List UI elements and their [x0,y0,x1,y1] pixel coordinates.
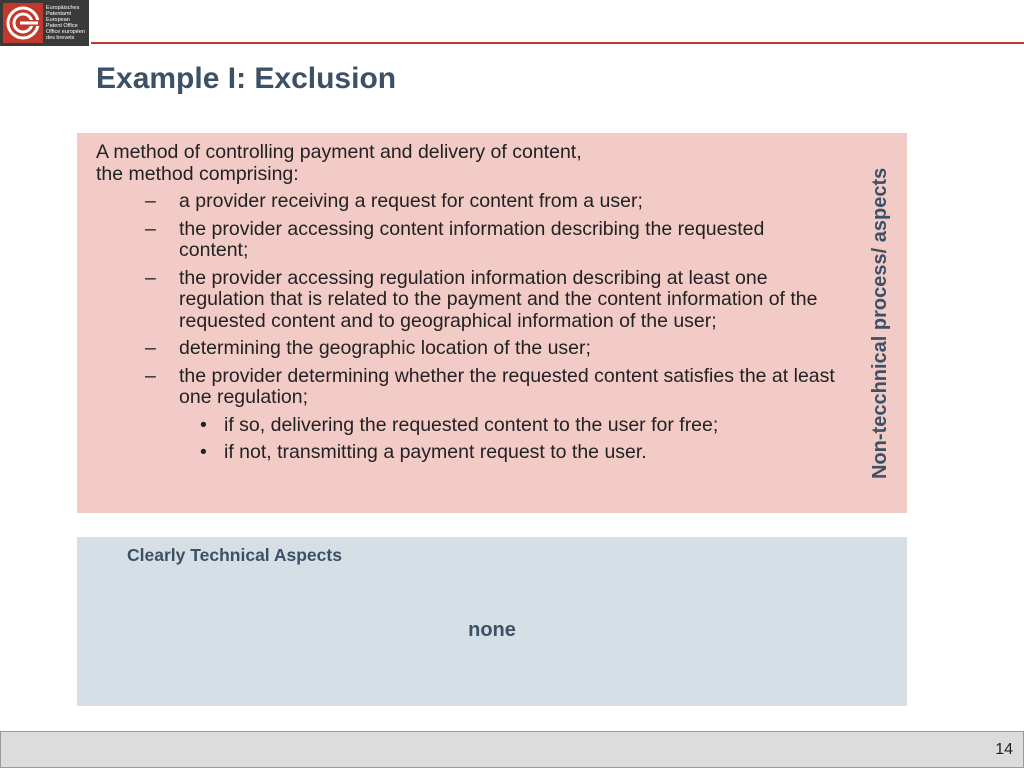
logo-line: Patent Office [46,23,78,29]
claim-sub-step-text: if so, delivering the requested content to the user for free; [224,413,719,436]
dash-marker: – [145,190,156,212]
technical-panel [77,537,907,706]
non-technical-side-label: Non-tecchnical process/ aspects [869,167,891,479]
claim-steps-list [96,191,836,464]
technical-heading: Clearly Technical Aspects [127,545,342,565]
claim-step [96,219,836,262]
claim-step-text: the provider accessing regulation information describing at least one regulation that is related to the payment and the content information of the requested content and to geographical information of the user; [179,266,818,332]
page-number: 14 [995,741,1013,758]
logo-line: des brevets [46,35,75,41]
dash-marker: – [145,266,156,289]
bullet-marker: • [200,413,207,436]
dash-marker: – [145,364,156,387]
epo-logo-icon [3,3,43,43]
dash-marker: – [145,217,156,240]
epo-logo [0,0,89,46]
claim-step [96,338,836,360]
claim-sub-step [96,442,836,464]
claim-intro [96,142,836,185]
claim-intro-line: A method of controlling payment and delivery of content, [96,141,582,163]
dash-marker: – [145,337,156,359]
logo-line: European [46,17,70,23]
claim-sub-step-text: if not, transmitting a payment request to the user. [224,441,647,463]
claim-step-text: a provider receiving a request for content from a user; [179,190,643,212]
bullet-marker: • [200,441,207,463]
claim-step [96,366,836,409]
claim-step-text: the provider determining whether the requested content satisfies the at least one regulation; [179,364,835,408]
claim-step [96,268,836,333]
header-divider [91,42,1024,44]
logo-line: Europäisches [46,5,80,11]
logo-line: Patentamt [46,11,72,17]
logo-line: Office européen [46,29,86,35]
slide-title: Example I: Exclusion [96,62,397,95]
claim-step-text: determining the geographic location of the user; [179,337,591,359]
technical-value: none [468,619,516,641]
claim-intro-line: the method comprising: [96,162,299,185]
claim-panel [77,133,907,513]
claim-step [96,191,836,213]
logo-wordmark [46,5,85,41]
claim-text [96,142,836,470]
claim-step-text: the provider accessing content information describing the requested content; [179,217,765,261]
footer-bar [0,731,1024,768]
claim-sub-step [96,415,836,437]
